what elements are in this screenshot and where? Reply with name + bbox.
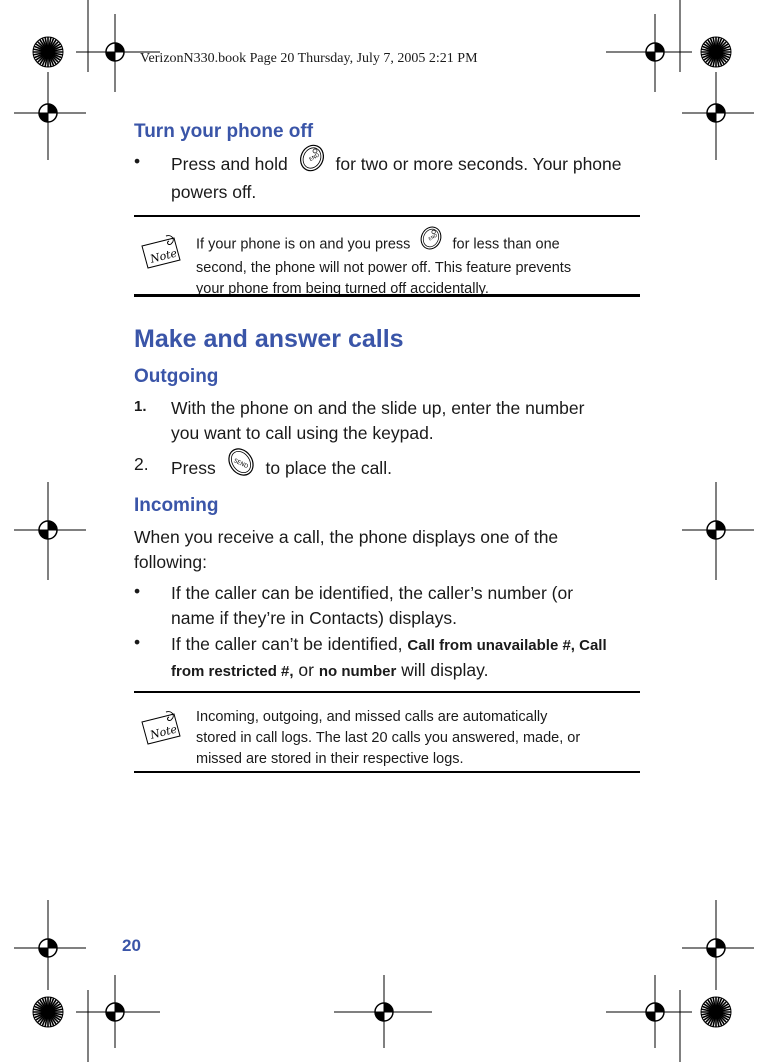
note-line: second, the phone will not power off. This feature prevents — [196, 260, 572, 276]
item-text: powers off. — [171, 182, 257, 202]
note-line: Incoming, outgoing, and missed calls are automatically — [196, 709, 548, 725]
note-text — [196, 231, 640, 300]
note-line: your phone from being turned off accidentally. — [196, 281, 489, 297]
ui-text: Call from unavailable #, Call — [407, 637, 607, 654]
body-text: following: — [134, 552, 207, 572]
note-icon — [138, 232, 186, 277]
section-heading-outgoing: Outgoing — [134, 366, 219, 387]
note-top-rule — [134, 691, 640, 693]
bullet-dot: • — [134, 632, 141, 652]
note-icon — [138, 708, 186, 753]
print-header: VerizonN330.book Page 20 Thursday, July 7, 2005 2:21 PM — [140, 51, 478, 66]
ui-text: from restricted #, — [171, 663, 294, 680]
list-item-step-1 — [171, 396, 641, 446]
end-key-icon — [418, 225, 444, 258]
item-text: for two or more seconds. Your phone — [335, 154, 622, 175]
step-number: 1. — [134, 398, 147, 415]
item-text: to place the call. — [265, 458, 392, 479]
item-text: With the phone on and the slide up, enter the number — [171, 398, 585, 418]
svg-text:SEND: SEND — [232, 458, 249, 471]
bullet-dot: • — [134, 151, 141, 171]
item-text: If the caller can be identified, the caller’s number (or — [171, 583, 574, 603]
note-text — [196, 707, 640, 770]
item-text: you want to call using the keypad. — [171, 423, 434, 443]
item-text: Press and hold — [171, 154, 288, 175]
note-top-rule — [134, 215, 640, 217]
note-line: If your phone is on and you press — [196, 236, 411, 253]
item-text: will display. — [401, 660, 489, 680]
section-heading-incoming: Incoming — [134, 495, 219, 516]
item-text: name if they’re in Contacts) displays. — [171, 608, 457, 628]
item-text: or — [298, 660, 314, 680]
step-number: 2. — [134, 454, 149, 474]
note-bottom-rule — [134, 294, 640, 297]
bullet-dot: • — [134, 581, 141, 601]
note-bottom-rule — [134, 771, 640, 773]
list-item-unidentified — [171, 632, 641, 684]
list-item-step-2 — [171, 454, 641, 485]
list-item-identified — [171, 581, 641, 631]
svg-text:Note: Note — [148, 246, 179, 266]
incoming-intro — [134, 525, 640, 575]
item-text: If the caller can’t be identified, — [171, 634, 403, 654]
send-key-icon — [225, 446, 257, 485]
note-line: missed are stored in their respective logs. — [196, 751, 464, 767]
ui-text: no number — [318, 663, 397, 680]
svg-text:END: END — [428, 233, 440, 243]
note-line: stored in call logs. The last 20 calls you answered, made, or — [196, 730, 581, 746]
item-text: Press — [171, 458, 216, 479]
section-heading-turn-off: Turn your phone off — [134, 121, 314, 142]
body-text: When you receive a call, the phone displays one of the — [134, 527, 559, 547]
page-number: 20 — [122, 936, 141, 955]
page-title: Make and answer calls — [134, 325, 404, 353]
note-line: for less than one — [452, 236, 560, 253]
end-key-icon — [297, 143, 327, 180]
svg-text:END: END — [308, 152, 321, 163]
svg-text:Note: Note — [148, 722, 179, 742]
list-item-turn-off — [171, 151, 641, 205]
